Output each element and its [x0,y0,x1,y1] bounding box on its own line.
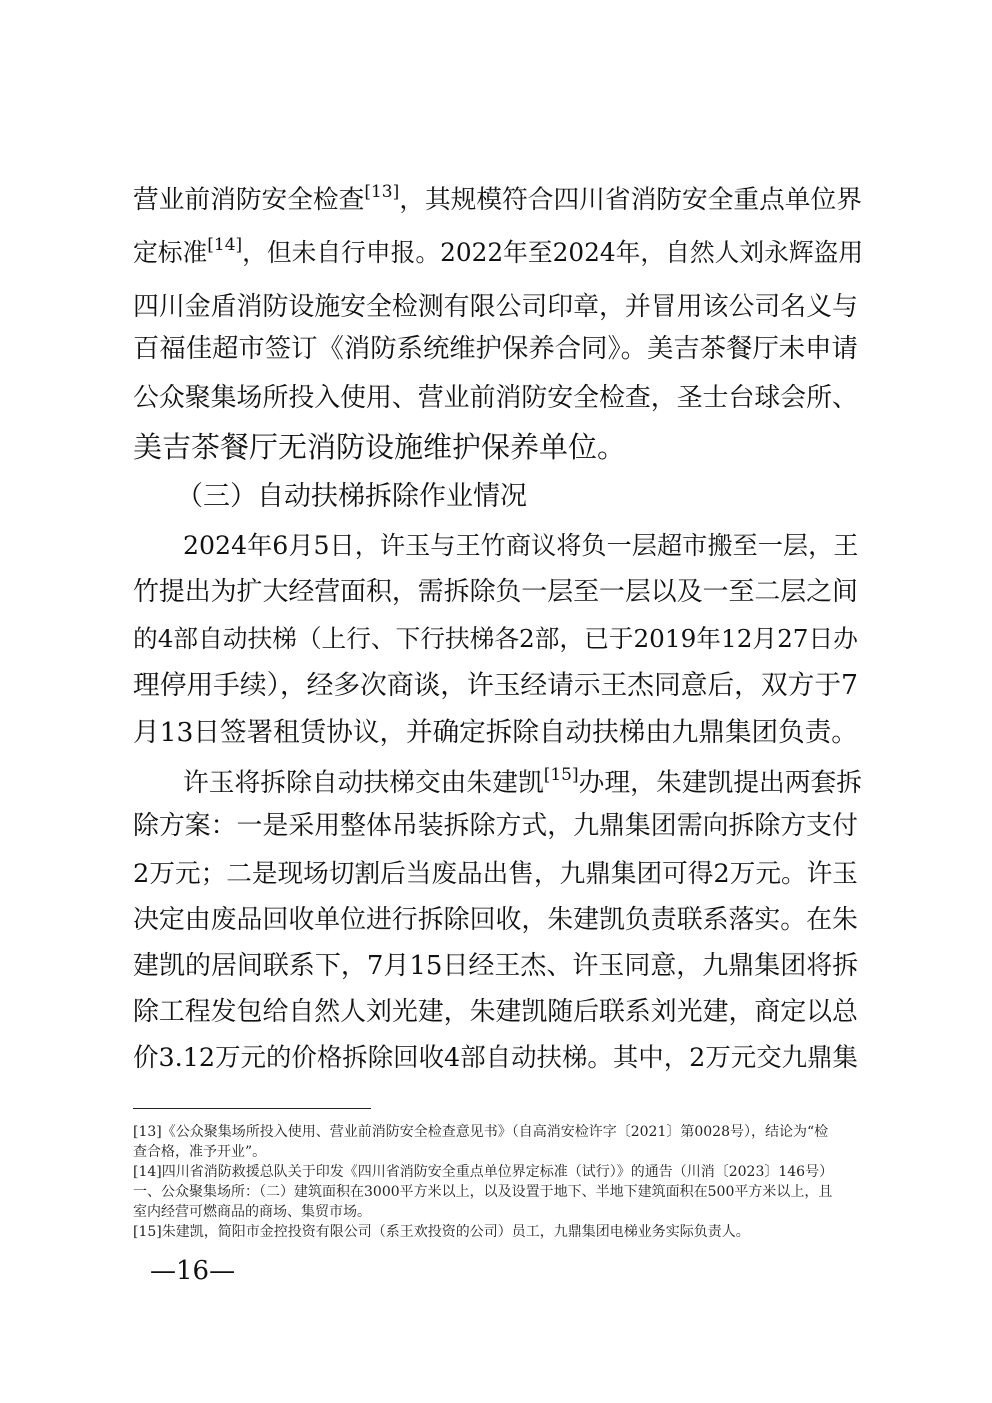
body-line: 决定由废品回收单位进行拆除回收，朱建凯负责联系落实。在朱 [133,905,858,935]
footnote-marker: [15] [543,765,579,785]
body-line: 竹提出为扩大经营面积，需拆除负一层至一层以及一至二层之间 [133,577,858,607]
footnote-separator [133,1108,371,1109]
body-line: 2024年6月5日，许玉与王竹商议将负一层超市搬至一层，王 [183,531,859,560]
body-line: 的4部自动扶梯（上行、下行扶梯各2部，已于2019年12月27日办 [133,624,858,653]
body-line: 除工程发包给自然人刘光建，朱建凯随后联系刘光建，商定以总 [133,997,858,1027]
footnote-marker: [14] [207,235,243,255]
page-number: —16— [150,1256,236,1286]
body-line: 四川金盾消防设施安全检测有限公司印章，并冒用该公司名义与 [133,292,858,322]
body-line: 建凯的居间联系下，7月15日经王杰、许玉同意，九鼎集团将拆 [133,951,859,981]
body-line: 许玉将拆除自动扶梯交由朱建凯[15]办理，朱建凯提出两套拆 [183,765,863,798]
footnote-marker: [13] [364,182,400,202]
body-line: 公众聚集场所投入使用、营业前消防安全检查，圣士台球会所、 [133,383,858,413]
body-line: 定标准[14]，但未自行申报。2022年至2024年，自然人刘永辉盗用 [133,235,864,267]
footnote-line: [13]《公众聚集场所投入使用、营业前消防安全检查意见书》（自高消安检许字〔2021〕第0028号），结论为“检 [133,1124,829,1140]
body-line: 月13日签署租赁协议，并确定拆除自动扶梯由九鼎集团负责。 [133,717,858,748]
footnote-line: [15]朱建凯，简阳市金控投资有限公司（系王欢投资的公司）员工，九鼎集团电梯业务实际负责人。 [133,1224,750,1240]
body-line: 百福佳超市签订《消防系统维护保养合同》。美吉茶餐厅未申请 [133,334,858,364]
body-line: 除方案：一是采用整体吊装拆除方式，九鼎集团需向拆除方支付 [133,811,858,841]
footnote-line: [14]四川省消防救援总队关于印发《四川省消防安全重点单位界定标准（试行）》的通告（川消〔2023〕146号） [133,1164,834,1180]
section-heading: （三）自动扶梯拆除作业情况 [176,481,527,512]
body-line: 营业前消防安全检查[13]，其规模符合四川省消防安全重点单位界 [133,182,862,215]
body-line: 美吉茶餐厅无消防设施维护保养单位。 [133,430,627,464]
body-line: 2万元；二是现场切割后当废品出售，九鼎集团可得2万元。许玉 [133,859,858,889]
body-line: 价3.12万元的价格拆除回收4部自动扶梯。其中，2万元交九鼎集 [133,1043,858,1073]
footnote-line: 查合格，准予开业”。 [133,1144,267,1160]
footnote-line: 一、公众聚集场所：（二）建筑面积在3000平方米以上，以及设置于地下、半地下建筑面积在500平方米以上，且 [133,1184,833,1200]
body-line: 理停用手续），经多次商谈，许玉经请示王杰同意后，双方于7 [133,670,859,701]
footnote-line: 室内经营可燃商品的商场、集贸市场。 [133,1204,371,1220]
